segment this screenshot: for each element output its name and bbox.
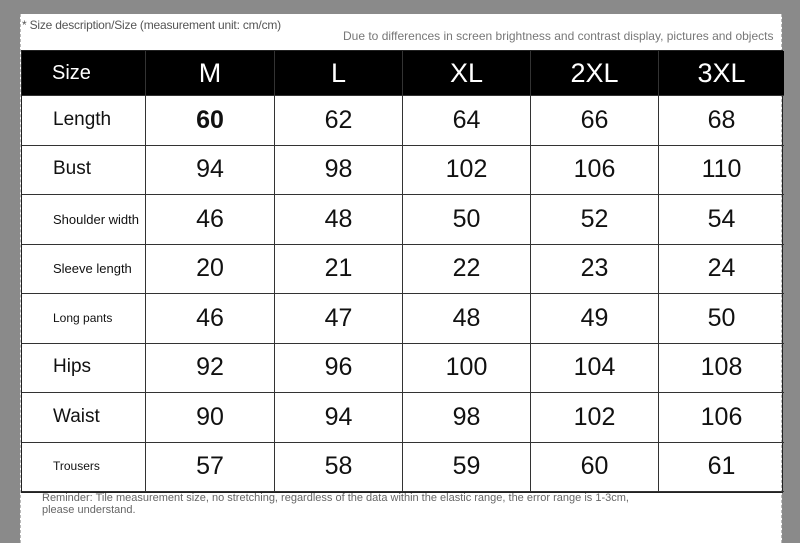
cell-trousers-3xl: 61: [659, 443, 784, 493]
cell-pants-xl: 48: [403, 294, 531, 344]
cell-trousers-l: 58: [275, 443, 403, 493]
cell-length-3xl: 68: [659, 96, 784, 146]
size-table: [21, 50, 783, 493]
cell-waist-xl: 98: [403, 393, 531, 443]
header-xl: XL: [403, 51, 531, 96]
header-m: M: [146, 51, 275, 96]
measurement-reminder: Reminder: Tile measurement size, no stretching, regardless of the data within the elastic range, the error range is 1-3cm, please understand.: [42, 492, 629, 516]
cell-shoulder-2xl: 52: [531, 195, 659, 245]
header-size: Size: [22, 51, 146, 96]
cell-hips-3xl: 108: [659, 344, 784, 394]
cell-bust-xl: 102: [403, 146, 531, 196]
cell-length-xl: 64: [403, 96, 531, 146]
cell-waist-2xl: 102: [531, 393, 659, 443]
cell-waist-l: 94: [275, 393, 403, 443]
cell-sleeve-3xl: 24: [659, 245, 784, 295]
cell-trousers-2xl: 60: [531, 443, 659, 493]
cell-bust-3xl: 110: [659, 146, 784, 196]
cell-pants-2xl: 49: [531, 294, 659, 344]
cell-pants-m: 46: [146, 294, 275, 344]
row-label-shoulder-width: Shoulder width: [22, 195, 146, 245]
cell-hips-l: 96: [275, 344, 403, 394]
header-2xl: 2XL: [531, 51, 659, 96]
cell-bust-2xl: 106: [531, 146, 659, 196]
row-label-hips: Hips: [22, 344, 146, 394]
cell-hips-m: 92: [146, 344, 275, 394]
row-label-trousers: Trousers: [22, 443, 146, 493]
cell-hips-xl: 100: [403, 344, 531, 394]
cell-waist-3xl: 106: [659, 393, 784, 443]
row-label-long-pants: Long pants: [22, 294, 146, 344]
cell-pants-3xl: 50: [659, 294, 784, 344]
header-l: L: [275, 51, 403, 96]
cell-length-2xl: 66: [531, 96, 659, 146]
cell-sleeve-m: 20: [146, 245, 275, 295]
cell-trousers-xl: 59: [403, 443, 531, 493]
cell-sleeve-xl: 22: [403, 245, 531, 295]
row-label-waist: Waist: [22, 393, 146, 443]
cell-shoulder-l: 48: [275, 195, 403, 245]
cell-sleeve-l: 21: [275, 245, 403, 295]
header-3xl: 3XL: [659, 51, 784, 96]
row-label-sleeve-length: Sleeve length: [22, 245, 146, 295]
cell-shoulder-3xl: 54: [659, 195, 784, 245]
cell-hips-2xl: 104: [531, 344, 659, 394]
row-label-bust: Bust: [22, 146, 146, 196]
cell-trousers-m: 57: [146, 443, 275, 493]
cell-length-m: 60: [146, 96, 275, 146]
cell-bust-m: 94: [146, 146, 275, 196]
cell-shoulder-xl: 50: [403, 195, 531, 245]
cell-bust-l: 98: [275, 146, 403, 196]
color-difference-note: Due to differences in screen brightness and contrast display, pictures and objects: [343, 29, 774, 43]
cell-sleeve-2xl: 23: [531, 245, 659, 295]
measurement-unit-note: * Size description/Size (measurement unit: cm/cm): [22, 18, 281, 32]
cell-waist-m: 90: [146, 393, 275, 443]
cell-shoulder-m: 46: [146, 195, 275, 245]
row-label-length: Length: [22, 96, 146, 146]
cell-length-l: 62: [275, 96, 403, 146]
cell-pants-l: 47: [275, 294, 403, 344]
